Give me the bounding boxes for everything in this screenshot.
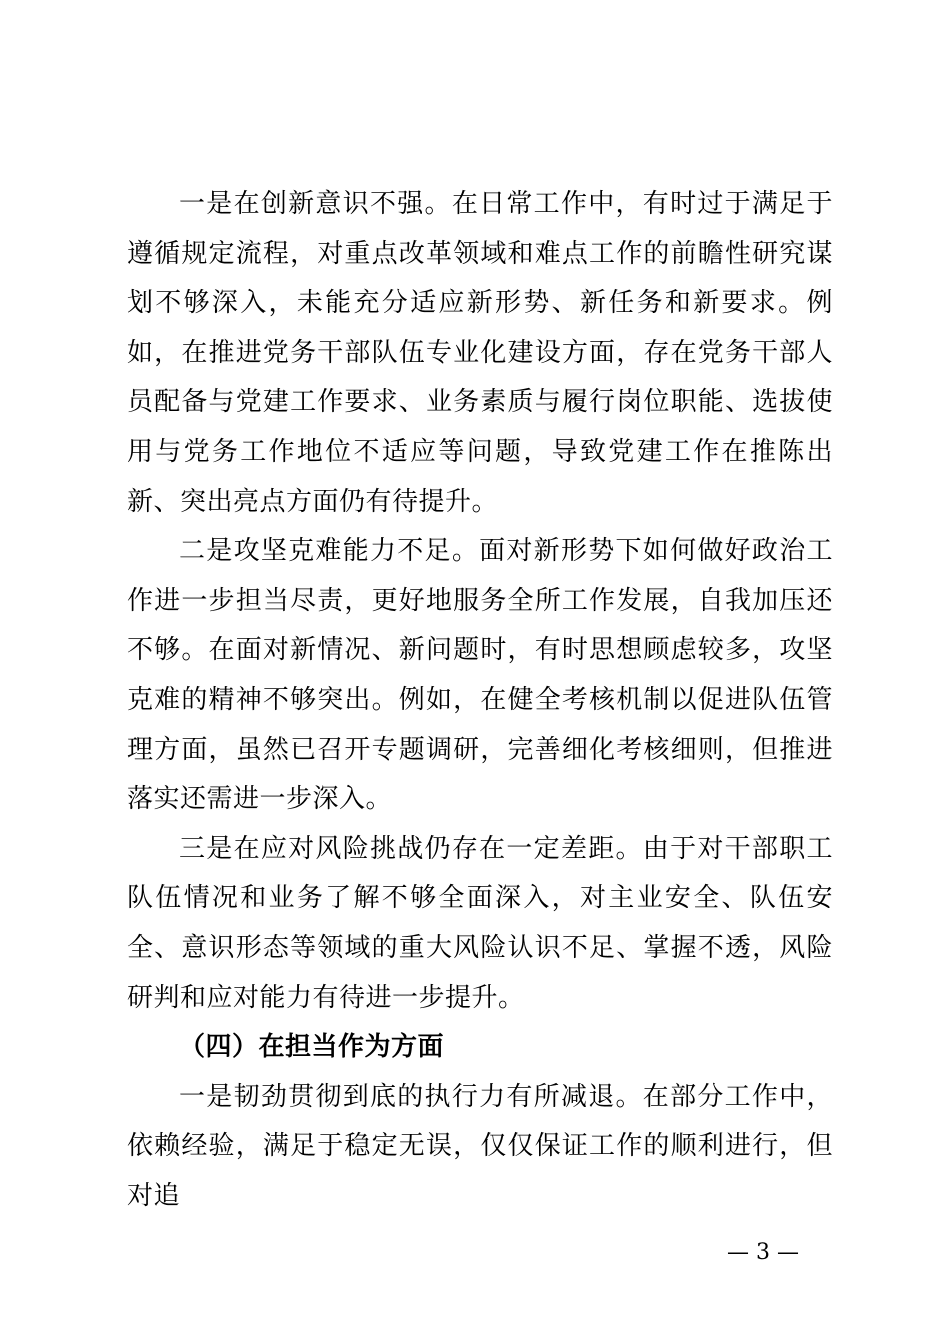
paragraph-tackling-difficulties: 二是攻坚克难能力不足。面对新形势下如何做好政治工作进一步担当尽责，更好地服务全所工作发展，自我加压还不够。在面对新情况、新问题时，有时思想顾虑较多，攻坚克难的精神不够突出。例如，在健全考核机制以促进队伍管理方面，虽然已召开专题调研，完善细化考核细则，但推进落实还需进一步深入。 xyxy=(127,536,833,815)
paragraph-risk-challenges: 三是在应对风险挑战仍存在一定差距。由于对干部职工队伍情况和业务了解不够全面深入，对主业安全、队伍安全、意识形态等领域的重大风险认识不足、掌握不透，风险研判和应对能力有待进一步提升。 xyxy=(127,833,833,1013)
section-heading: （四）在担当作为方面 xyxy=(179,1032,445,1063)
paragraph-execution: 一是韧劲贯彻到底的执行力有所减退。在部分工作中，依赖经验，满足于稳定无误，仅仅保证工作的顺利进行，但对追 xyxy=(127,1081,833,1211)
paragraph-innovation: 一是在创新意识不强。在日常工作中，有时过于满足于遵循规定流程，对重点改革领域和难点工作的前瞻性研究谋划不够深入，未能充分适应新形势、新任务和新要求。例如，在推进党务干部队伍专业化建设方面，存在党务干部人员配备与党建工作要求、业务素质与履行岗位职能、选拔使用与党务工作地位不适应等问题，导致党建工作在推陈出新、突出亮点方面仍有待提升。 xyxy=(127,189,833,517)
page-number: — 3 — xyxy=(727,1240,799,1265)
document-body xyxy=(127,180,833,1221)
